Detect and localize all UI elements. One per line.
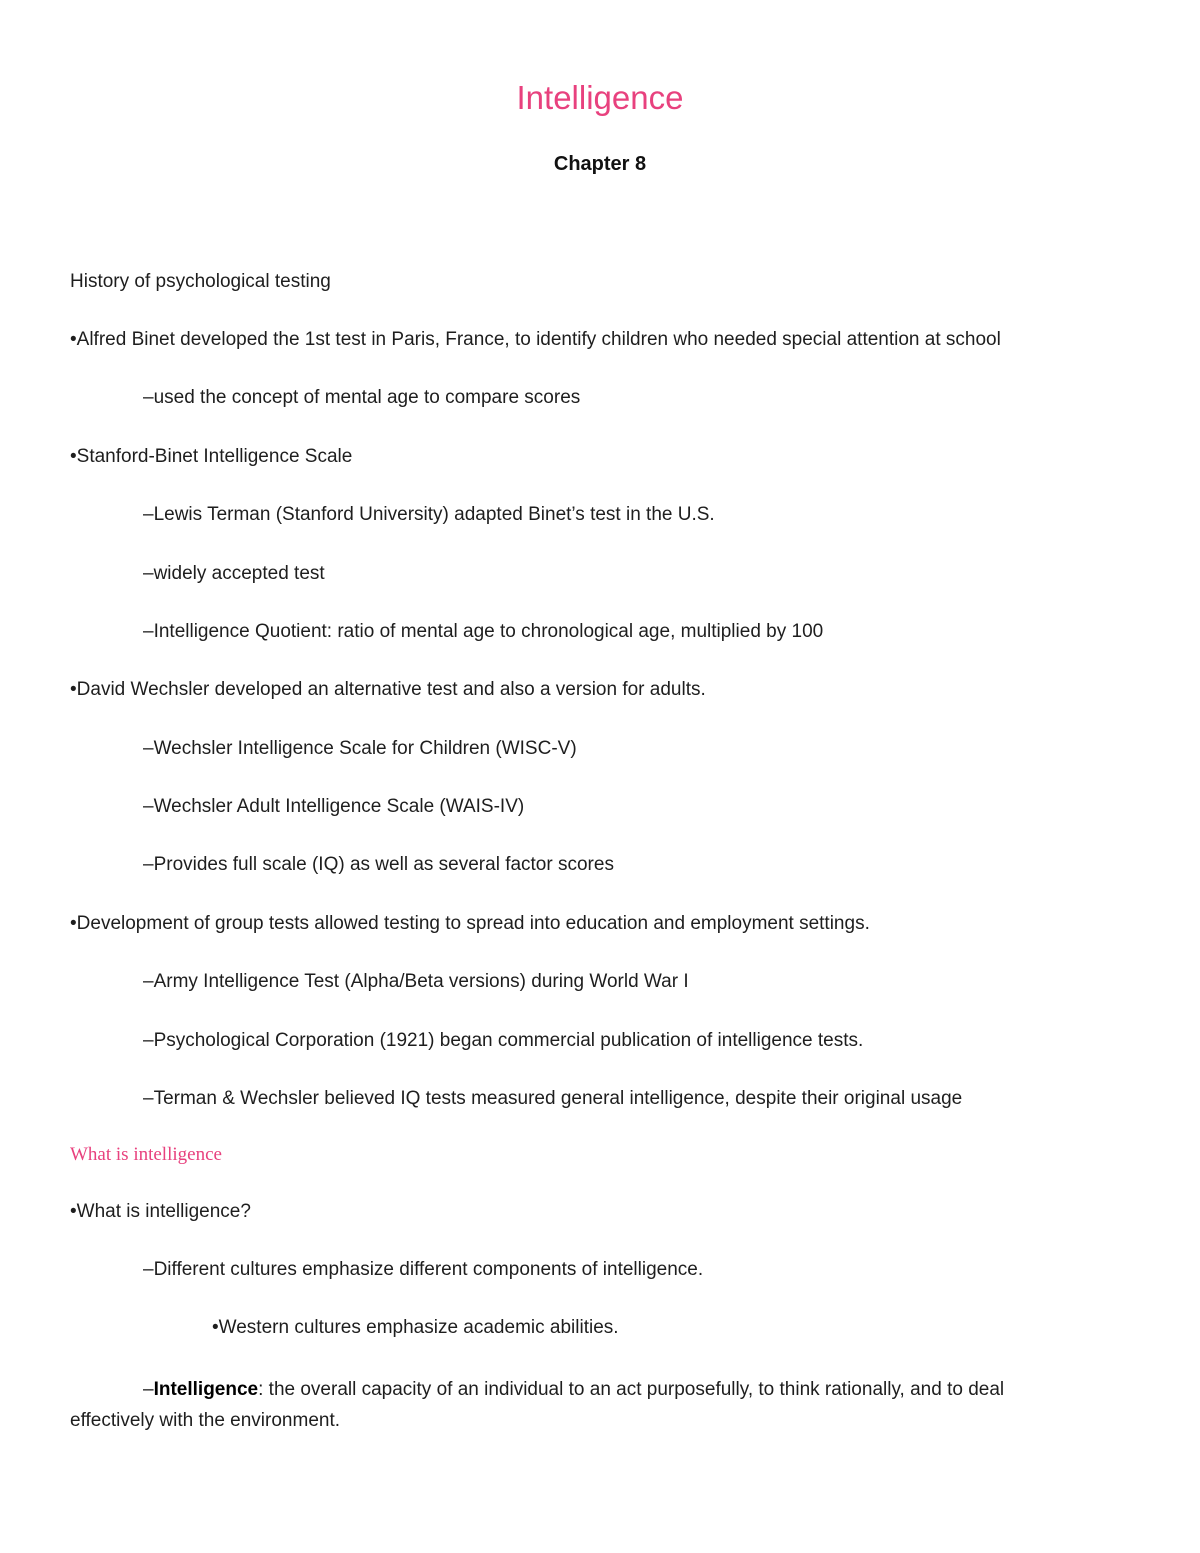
sub-bullet-army-test: –Army Intelligence Test (Alpha/Beta versions) during World War I (143, 971, 689, 992)
sub-bullet-full-scale: –Provides full scale (IQ) as well as several factor scores (143, 854, 614, 875)
intelligence-definition (70, 1374, 1080, 1436)
sub-bullet-terman-wechsler: –Terman & Wechsler believed IQ tests measured general intelligence, despite their original usage (143, 1088, 963, 1109)
sub-bullet-iq: –Intelligence Quotient: ratio of mental age to chronological age, multiplied by 100 (143, 621, 824, 642)
sub-bullet-wisc: –Wechsler Intelligence Scale for Children (WISC-V) (143, 738, 577, 759)
definition-dash: – (143, 1379, 154, 1400)
sub-sub-bullet-western: •Western cultures emphasize academic abilities. (212, 1317, 619, 1338)
sub-bullet-psych-corp: –Psychological Corporation (1921) began commercial publication of intelligence tests. (143, 1030, 864, 1051)
sub-bullet-cultures: –Different cultures emphasize different components of intelligence. (143, 1259, 704, 1280)
bullet-stanford-binet: •Stanford-Binet Intelligence Scale (70, 446, 353, 467)
definition-term: Intelligence (153, 1379, 259, 1400)
sub-bullet-wais: –Wechsler Adult Intelligence Scale (WAIS-IV) (143, 796, 525, 817)
bullet-group-tests: •Development of group tests allowed testing to spread into education and employment settings. (70, 913, 870, 934)
section-heading-what-is-intelligence: What is intelligence (70, 1144, 222, 1165)
document-subtitle: Chapter 8 (553, 153, 647, 175)
history-heading: History of psychological testing (70, 271, 331, 292)
bullet-what-is-intelligence: •What is intelligence? (70, 1201, 251, 1222)
bullet-binet: •Alfred Binet developed the 1st test in Paris, France, to identify children who needed special attention at school (70, 329, 1001, 350)
document-title: Intelligence (516, 79, 684, 116)
sub-bullet-terman: –Lewis Terman (Stanford University) adapted Binet’s test in the U.S. (143, 504, 715, 525)
sub-bullet-mental-age: –used the concept of mental age to compare scores (143, 387, 581, 408)
sub-bullet-widely-accepted: –widely accepted test (143, 563, 325, 584)
bullet-wechsler: •David Wechsler developed an alternative test and also a version for adults. (70, 679, 706, 700)
definition-text: : the overall capacity of an individual to an act purposefully, to think rationally, and to deal effectively with the environment. (70, 1379, 1005, 1431)
